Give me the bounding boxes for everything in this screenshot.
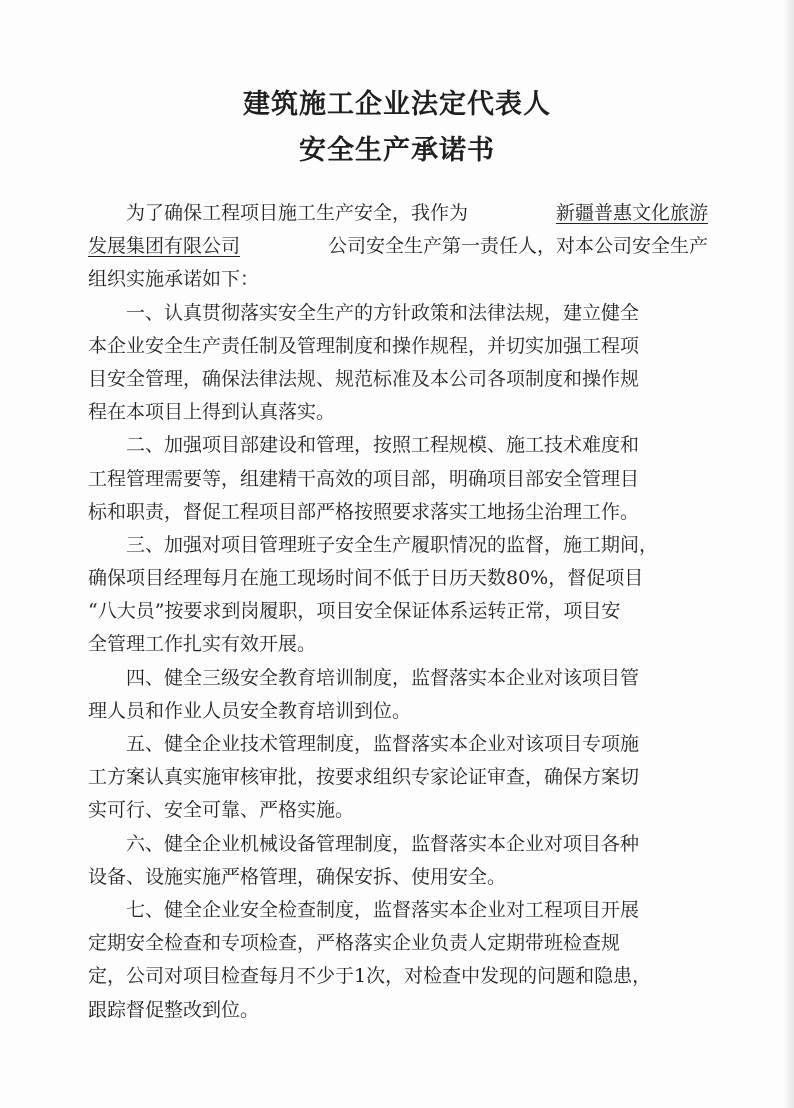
commitment-5-line: 五、健全企业技术管理制度，监督落实本企业对该项目专项施	[126, 733, 640, 755]
commitment-3-line: 确保项目经理每月在施工现场时间不低于日历天数80%，督促项目	[88, 567, 644, 590]
intro-text: 为了确保工程项目施工生产安全，我作为	[126, 202, 469, 224]
commitment-1-line: 程在本项目上得到认真落实。	[88, 401, 336, 424]
commitment-1-line: 目安全管理，确保法律法规、规范标准及本公司各项制度和操作规	[88, 367, 640, 390]
commitment-4-line: 四、健全三级安全教育培训制度，监督落实本企业对该项目管	[126, 666, 640, 689]
intro-line-3	[88, 263, 708, 296]
commitment-5-line: 工方案认真实施审核审批，按要求组织专家论证审查，确保方案切	[88, 766, 640, 789]
commitment-3-line: “八大员”按要求到岗履职，项目安全保证体系运转正常，项目安	[88, 600, 621, 623]
commitment-2-line: 标和职责，督促工程项目部严格按照要求落实工地扬尘治理工作。	[88, 500, 640, 523]
commitment-2-line: 工程管理需要等，组建精干高效的项目部，明确项目部安全管理目	[88, 467, 640, 490]
document-body	[88, 197, 708, 1027]
document-title-line-2: 安全生产承诺书	[299, 135, 495, 166]
commitment-7-line: 定期安全检查和专项检查，严格落实企业负责人定期带班检查规	[88, 932, 621, 955]
commitment-7-line: 跟踪督促整改到位。	[88, 998, 260, 1021]
commitment-5-line: 实可行、安全可靠、严格实施。	[88, 799, 355, 822]
commitment-2-line: 二、加强项目部建设和管理，按照工程规模、施工技术难度和	[126, 434, 640, 457]
commitment-6-line: 设备、设施实施严格管理，确保安拆、使用安全。	[88, 865, 507, 888]
commitment-6-line: 六、健全企业机械设备管理制度，监督落实本企业对项目各种	[126, 832, 640, 855]
commitment-3-line: 全管理工作扎实有效开展。	[88, 633, 317, 656]
commitment-1-line: 本企业安全生产责任制及管理制度和操作规程，并切实加强工程项	[88, 334, 640, 357]
commitment-3-line: 三、加强对项目管理班子安全生产履职情况的监督，施工期间，	[126, 533, 659, 556]
intro-line-1	[88, 197, 708, 230]
intro-line-2	[88, 230, 708, 263]
commitment-7-line: 定，公司对项目检查每月不少于1次，对检查中发现的问题和隐患，	[88, 965, 652, 988]
intro-text: 组织实施承诺如下：	[88, 268, 260, 291]
commitment-7-line: 七、健全企业安全检查制度，监督落实本企业对工程项目开展	[126, 898, 640, 921]
company-name-part-2: 发展集团有限公司	[88, 235, 241, 258]
document-title-line-1: 建筑施工企业法定代表人	[243, 89, 551, 120]
intro-text: 公司安全生产第一责任人，对本公司安全生产	[327, 235, 708, 258]
company-name-part-1: 新疆普惠文化旅游	[555, 202, 708, 224]
commitment-1-line: 一、认真贯彻落实安全生产的方针政策和法律法规，建立健全	[126, 301, 640, 324]
commitment-4-line: 理人员和作业人员安全教育培训到位。	[88, 699, 412, 722]
